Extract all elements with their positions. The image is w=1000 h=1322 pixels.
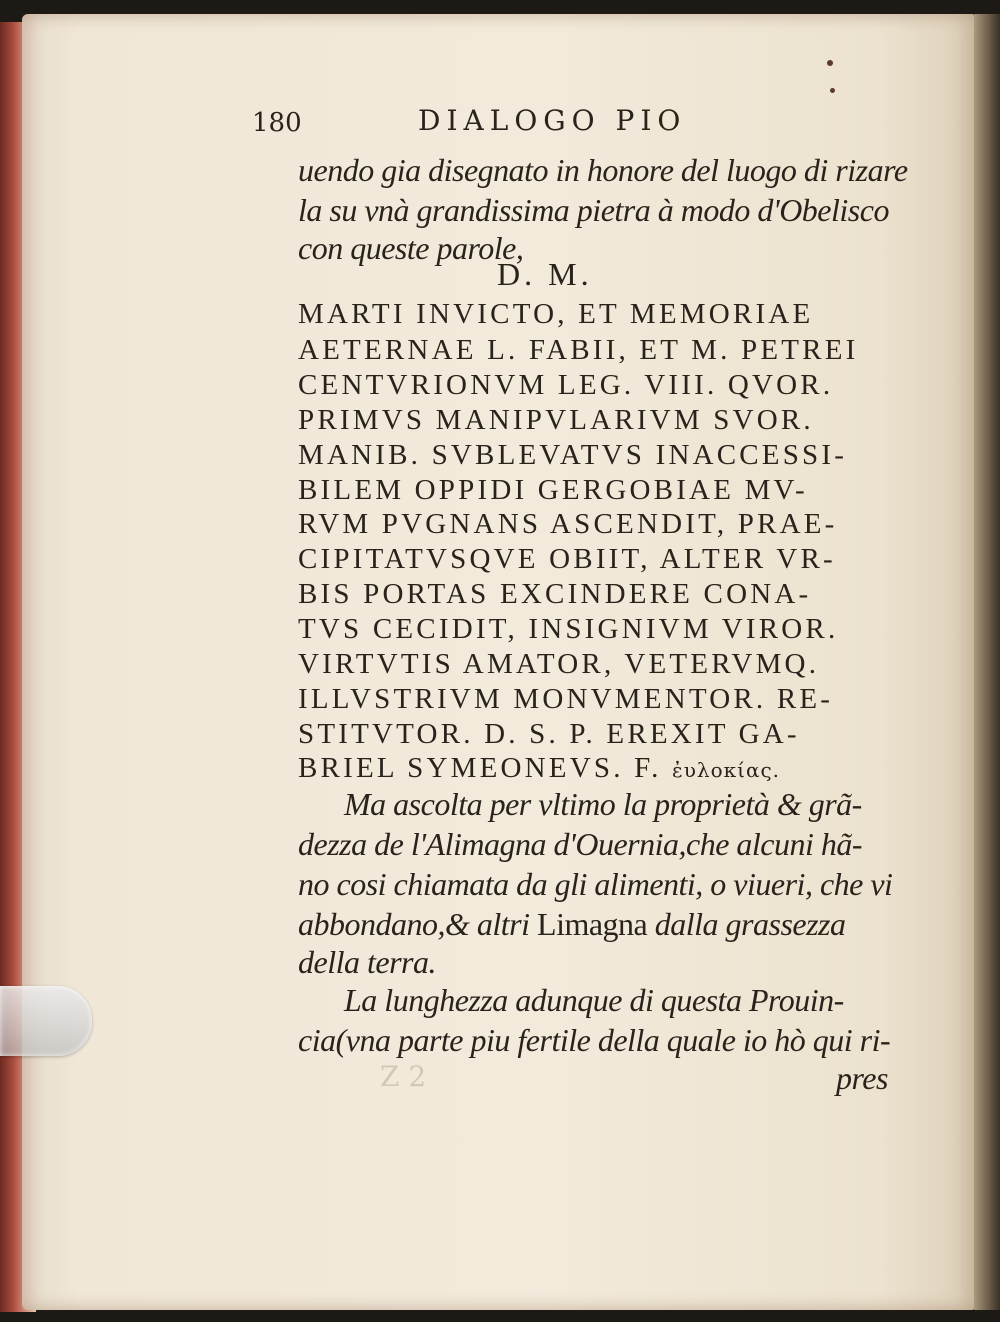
inscription-line: CENTVRIONVM LEG. VIII. QVOR. [298,369,834,401]
greek-word: ἐυλοκίας. [672,758,781,782]
intro-line: la su vnà grandissima pietra à modo d'Obelisco [298,192,889,228]
catchword: pres [836,1060,888,1096]
inscription-last-line [298,752,780,785]
inscription-line: MARTI INVICTO, ET MEMORIAE [298,298,814,330]
paragraph1-line: no cosi chiamata da gli alimenti, o viueri, che vi [298,866,893,902]
running-head: DIALOGO PIO [418,104,687,137]
inscription-signature: BRIEL SYMEONEVS. F. [298,752,662,784]
inscription-line: BILEM OPPIDI GERGOBIAE MV- [298,474,808,506]
paragraph1-line: dezza de l'Alimagna d'Ouernia,che alcuni hã- [298,826,863,862]
book-spine-shadow [974,14,1000,1310]
inscription-line: AETERNAE L. FABII, ET M. PETREI [298,334,859,366]
inscription-line: RVM PVGNANS ASCENDIT, PRAE- [298,508,838,540]
paragraph1-fragment: dalla grassezza [654,906,846,942]
ink-spot [830,88,835,93]
paragraph1-line: Ma ascolta per vltimo la proprietà & grã- [344,786,862,822]
inscription-line: PRIMVS MANIPVLARIVM SVOR. [298,404,814,436]
paragraph1-fragment: abbondano,& altri [298,906,530,942]
inscription-line: MANIB. SVBLEVATVS INACCESSI- [298,439,848,471]
page-clip [0,986,92,1056]
ink-spot [827,60,833,66]
inscription-line: BIS PORTAS EXCINDERE CONA- [298,578,812,610]
paragraph1-line: della terra. [298,944,436,980]
inscription-line: CIPITATVSQVE OBIIT, ALTER VR- [298,543,836,575]
intro-line: con queste parole, [298,230,524,266]
inscription-line: ILLVSTRIVM MONVMENTOR. RE- [298,683,834,715]
paragraph2-line: La lunghezza adunque di questa Prouin- [344,982,844,1018]
signature-mark: Z 2 [380,1060,427,1093]
page-number: 180 [252,108,302,138]
paragraph2-line: cia(vna parte piu fertile della quale io hò qui ri- [298,1022,891,1058]
inscription-line: STITVTOR. D. S. P. EREXIT GA- [298,718,800,750]
inscription-line: TVS CECIDIT, INSIGNIVM VIROR. [298,613,839,645]
inscription-heading: D. M. [497,256,593,292]
intro-line: uendo gia disegnato in honore del luogo di rizare [298,152,908,188]
roman-word: Limagna [537,906,648,942]
inscription-line: VIRTVTIS AMATOR, VETERVMQ. [298,648,820,680]
paragraph1-line [298,906,846,943]
